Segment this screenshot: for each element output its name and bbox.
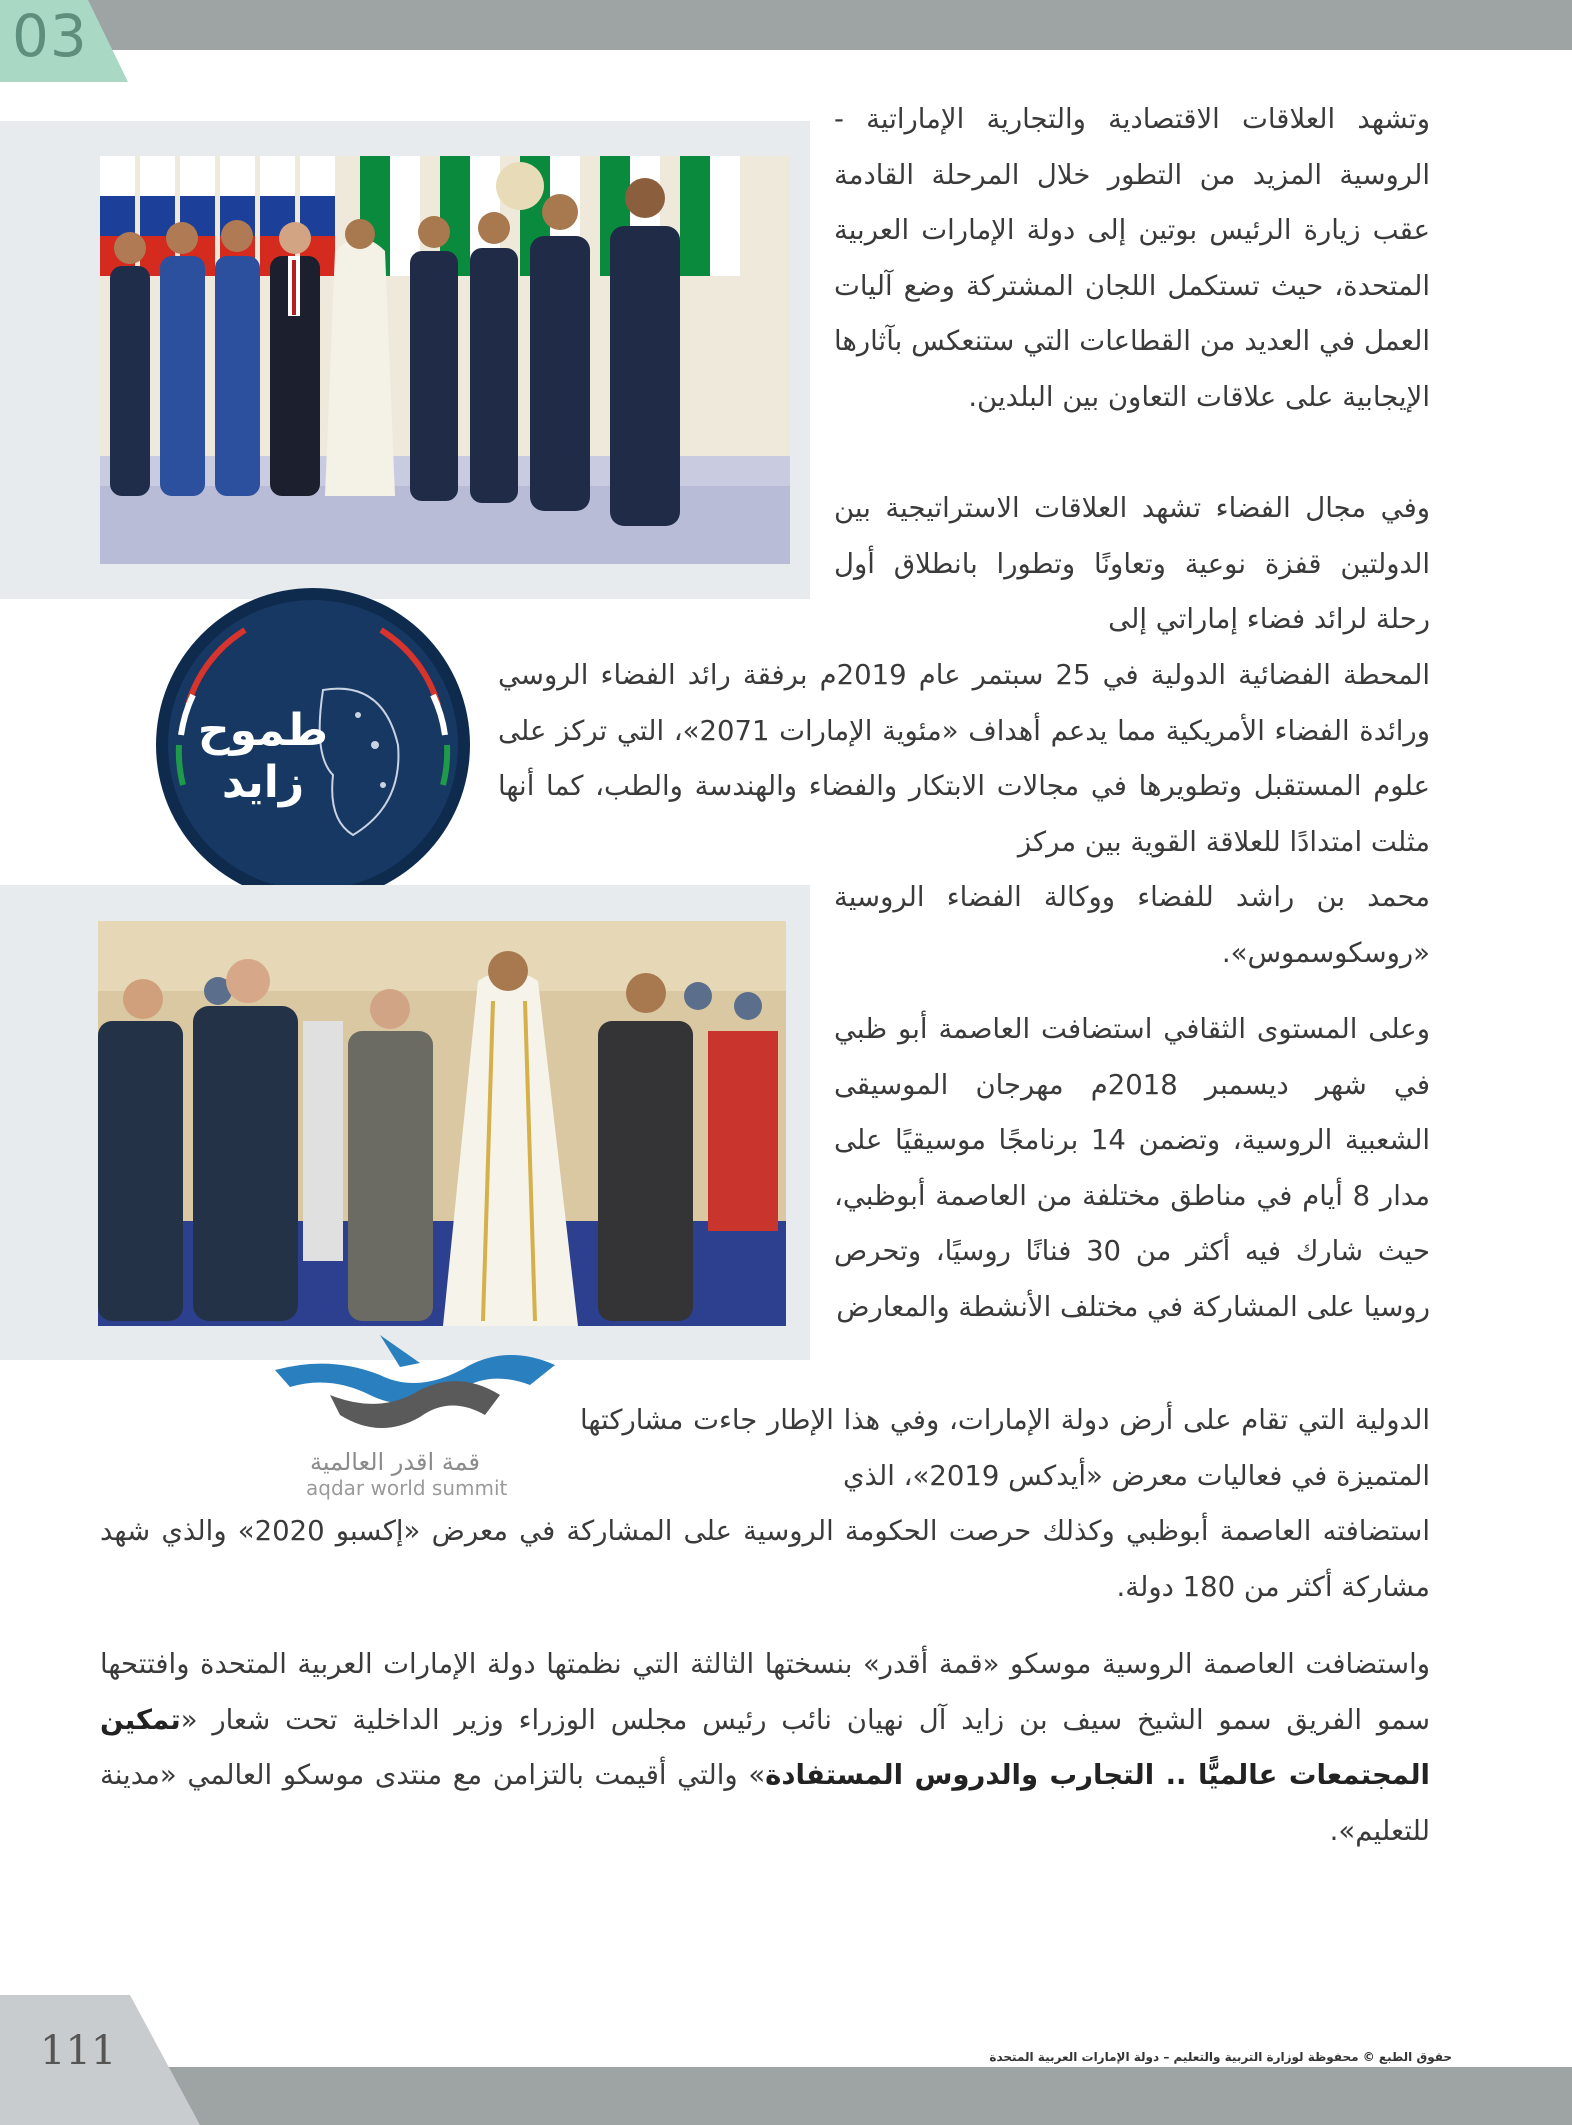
aqdar-logo-arabic: قمة اقدر العالمية — [310, 1448, 480, 1476]
badge-title-line1: طموح — [197, 705, 329, 756]
paragraph-4 — [100, 1637, 1430, 1859]
paragraph-2c: محمد بن راشد للفضاء ووكالة الفضاء الروسية «روسكوسموس». — [834, 881, 1430, 969]
paragraph-3a: وعلى المستوى الثقافي استضافت العاصمة أبو ظبي في شهر ديسمبر 2018م مهرجان الموسيقى الشعبية الروسية، وتضمن 14 برنامجًا موسيقيًا على مدار 8 أيام في مناطق مختلفة من العاصمة أبوظبي، حيث شارك فيه أكثر من 30 فنانًا روسيًا، وتحرص روسيا على المشاركة في مختلف الأنشطة والمعارض — [834, 1013, 1431, 1323]
astronauts-photo — [100, 156, 790, 564]
header-bar — [0, 0, 1572, 50]
chapter-number: 03 — [12, 2, 88, 70]
paragraph-4-start: واستضافت العاصمة الروسية موسكو «قمة أقدر» بنسختها الثالثة التي نظمتها دولة الإمارات العربية المتحدة وافتتحها سمو الفريق سمو الشيخ سيف بن زايد آل نهيان نائب رئيس مجلس الوزراء وزير الداخلية تحت شعار « — [100, 1648, 1430, 1736]
copyright-notice: حقوق الطبع © محفوظة لوزارة التربية والتعليم – دولة الإمارات العربية المتحدة — [989, 2050, 1452, 2064]
paragraph-3b: الدولية التي تقام على أرض دولة الإمارات، وفي هذا الإطار جاءت مشاركتها المتميزة في فعاليات معرض «أيدكس 2019»، الذي — [580, 1404, 1430, 1492]
zayed-ambition-badge — [153, 585, 473, 905]
paragraph-1: وتشهد العلاقات الاقتصادية والتجارية الإماراتية - الروسية المزيد من التطور خلال المرحلة القادمة عقب زيارة الرئيس بوتين إلى دولة الإمارات العربية المتحدة، حيث تستكمل اللجان المشتركة وضع آليات العمل في العديد من القطاعات التي ستنعكس بآثارها الإيجابية على علاقات التعاون بين البلدين. — [834, 103, 1430, 413]
badge-title-line2: زايد — [221, 757, 305, 808]
paragraph-2b: المحطة الفضائية الدولية في 25 سبتمر عام 2019م برفقة رائد الفضاء الروسي ورائدة الفضاء الأمريكية مما يدعم أهداف «مئوية الإمارات 2071»، التي تركز على علوم المستقبل وتطويرها في مجالات الابتكار والفضاء والهندسة والطب، كما أنها مثلت امتدادًا للعلاقة القوية بين مركز — [498, 659, 1431, 858]
aqdar-logo-icon — [270, 1325, 560, 1450]
paragraph-4-end: » والتي أقيمت بالتزامن مع منتدى موسكو العالمي «مدينة للتعليم». — [100, 1759, 1430, 1847]
paragraph-3c: استضافته العاصمة أبوظبي وكذلك حرصت الحكومة الروسية على المشاركة في معرض «إكسبو 2020» والذي شهد مشاركة أكثر من 180 دولة. — [100, 1515, 1430, 1603]
summit-visit-photo — [98, 921, 786, 1326]
aqdar-logo-english: aqdar world summit — [306, 1476, 508, 1500]
paragraph-2a: وفي مجال الفضاء تشهد العلاقات الاستراتيجية بين الدولتين قفزة نوعية وتعاونًا وتطورا بانطلاق أول رحلة لرائد فضاء إماراتي إلى — [834, 492, 1430, 635]
footer-bar — [0, 2067, 1572, 2125]
summit-slogan: تمكين المجتمعات عالميًّا .. التجارب والدروس المستفادة — [100, 1703, 1430, 1791]
page-number: 111 — [40, 2028, 117, 2074]
